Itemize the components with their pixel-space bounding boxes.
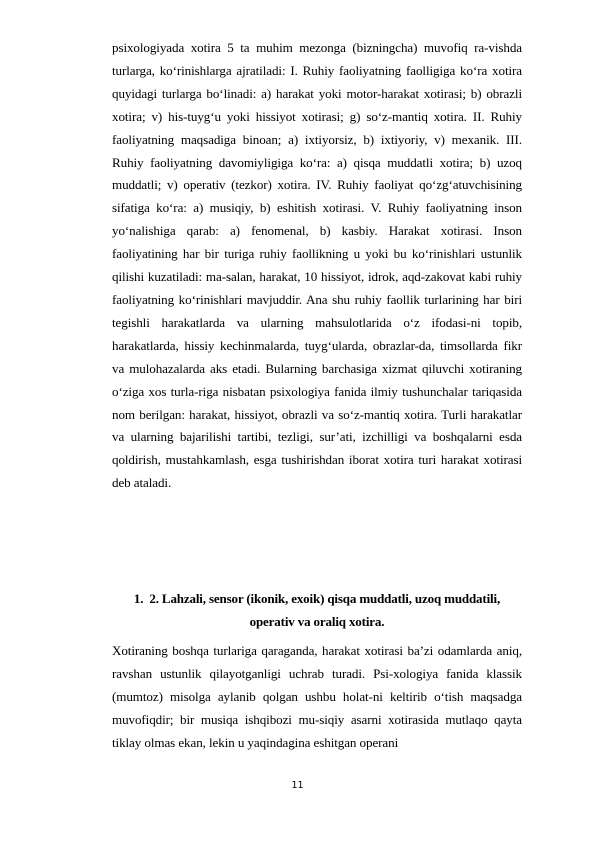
paragraph-motor-memory: Xotiraning boshqa turlariga qaraganda, harakat xotirasi ba’zi odamlarda aniq, ravshan ustunlik qilayotganligi uchrab turadi. Psi-xologiya fanida klassik (mumtoz) misolga aylanib qolgan ushbu holat-ni keltirib o‘tish maqsadga muvofiqdir; bir musiqa ishqibozi mu-siqiy asarni xotirasida mutlaqo qayta tiklay olmas ekan, lekin u yaqindagina eshitgan operani [112,643,522,750]
page-number: 11 [291,780,304,791]
body-text-bottom [112,640,522,755]
heading-text: 2. Lahzali, sensor (ikonik, exoik) qisqa muddatli, uzoq muddatili, operativ va oraliq xotira. [149,591,501,629]
paragraph-memory-types: psixologiyada xotira 5 ta muhim mezonga (bizningcha) muvofiq ra-vishda turlarga, ko‘rinishlarga ajratiladi: I. Ruhiy faoliyatning faolligiga ko‘ra xotira quyidagi turlarga bo‘linadi: a) harakat yoki motor-harakat xotirasi; b) obrazli xotira; v) his-tuyg‘u yoki hissiyot xotirasi; g) so‘z-mantiq xotira. II. Ruhiy faoliyatning maqsadiga binoan; a) ixtiyorsiz, b) ixtiyoriy, v) mexanik. III. Ruhiy faoliyatning davomiyligiga ko‘ra: a) qisqa muddatli xotira; b) uzoq muddatli; v) operativ (tezkor) xotira. IV. Ruhiy faoliyat qo‘zg‘atuvchisining sifatiga ko‘ra: a) musiqiy, b) eshitish xotirasi. V. Ruhiy faoliyatning inson yo‘nalishiga qarab: a) fenomenal, b) kasbiy. Harakat xotirasi. Inson faoliyatining har bir turiga ruhiy faollikning u yoki bu ko‘rinishlari ustunlik qilishi kuzatiladi: ma-salan, harakat, 10 hissiyot, idrok, aqd-zakovat kabi ruhiy faoliyatning ko‘rinishlari mavjuddir. Ana shu ruhiy faollik turlarining har biri tegishli harakatlarda va ularning mahsulotlarida o‘z ifodasi-ni topib, harakatlarda, hissiy kechinmalarda, tuyg‘ularda, obrazlar-da, timsollarda fikr va mulohazalarda aks etadi. Bularning barchasiga xizmat qiluvchi xotiraning o‘ziga xos turla-riga nisbatan psixologiya fanida ilmiy tushunchalar tariqasida nom berilgan: harakat, hissiyot, obrazli va so‘z-mantiq xotira. Turli harakatlar va ularning bajarilishi tartibi, tezligi, sur’ati, izchilligi va boshqalarni esda qoldirish, mustahkamlash, esga tushirishdan iborat xotira turi harakat xotirasi deb ataladi. [112,40,522,491]
heading-number: 1. [133,591,144,606]
section-heading [112,587,522,633]
body-text-top [112,37,522,495]
